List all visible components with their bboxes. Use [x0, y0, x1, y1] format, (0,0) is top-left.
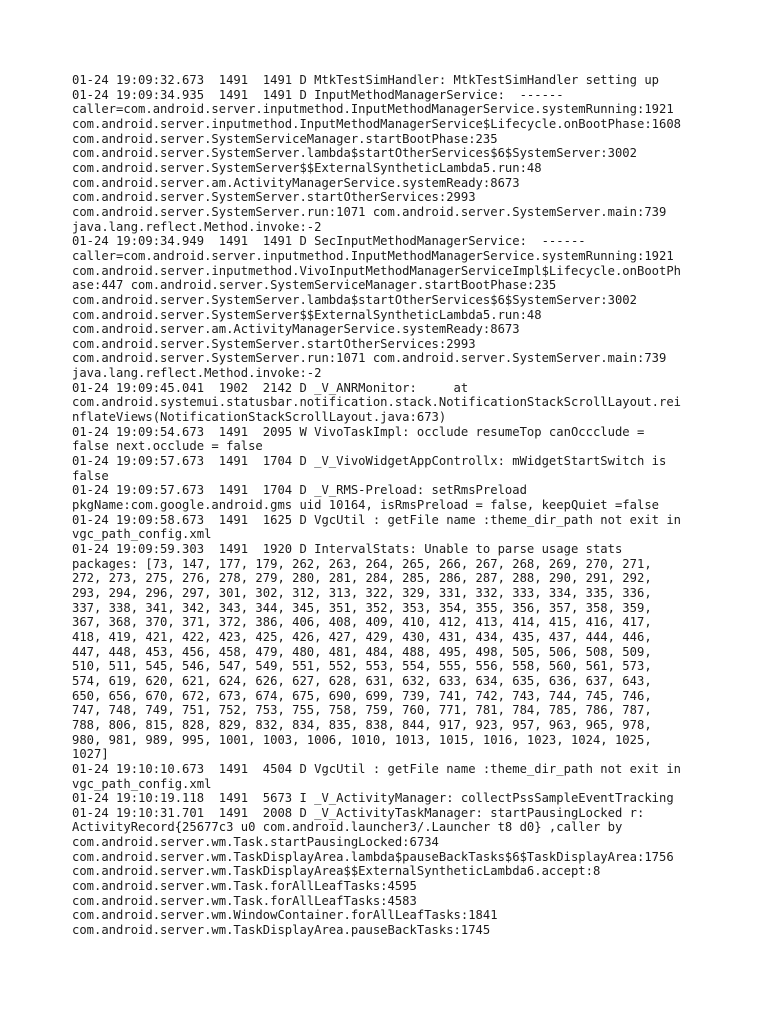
log-line: 337, 338, 341, 342, 343, 344, 345, 351, 352, 353, 354, 355, 356, 357, 358, 359,: [72, 600, 652, 615]
log-line: com.android.server.am.ActivityManagerService.systemReady:8673: [72, 175, 520, 190]
log-line: caller=com.android.server.inputmethod.InputMethodManagerService.systemRunning:1921: [72, 248, 674, 263]
log-line: 367, 368, 370, 371, 372, 386, 406, 408, 409, 410, 412, 413, 414, 415, 416, 417,: [72, 615, 652, 630]
log-line: 01-24 19:09:59.303 1491 1920 D IntervalStats: Unable to parse usage stats: [72, 542, 623, 556]
log-line: java.lang.reflect.Method.invoke:-2: [72, 219, 322, 234]
log-line: com.android.server.wm.TaskDisplayArea.lambda$pauseBackTasks$6$TaskDisplayArea:1756: [72, 849, 674, 864]
log-line: 01-24 19:09:54.673 1491 2095 W VivoTaskImpl: occlude resumeTop canOccclude =: [72, 424, 645, 439]
log-line: 574, 619, 620, 621, 624, 626, 627, 628, 631, 632, 633, 634, 635, 636, 637, 643,: [72, 673, 652, 688]
log-line: 01-24 19:10:10.673 1491 4504 D VgcUtil : getFile name :theme_dir_path not exit in: [72, 761, 682, 776]
log-line: pkgName:com.google.android.gms uid 10164, isRmsPreload = false, keepQuiet =false: [72, 498, 659, 513]
log-line: caller=com.android.server.inputmethod.InputMethodManagerService.systemRunning:1921: [72, 102, 674, 117]
log-line: 01-24 19:09:34.949 1491 1491 D SecInputMethodManagerService: ------: [72, 234, 586, 249]
log-line: ActivityRecord{25677c3 u0 com.android.launcher3/.Launcher t8 d0} ,caller by: [72, 820, 623, 835]
log-line: 747, 748, 749, 751, 752, 753, 755, 758, 759, 760, 771, 781, 784, 785, 786, 787,: [72, 703, 652, 718]
log-line: ase:447 com.android.server.SystemServiceManager.startBootPhase:235: [72, 278, 557, 293]
log-line: 01-24 19:09:58.673 1491 1625 D VgcUtil : getFile name :theme_dir_path not exit in: [72, 512, 682, 527]
log-line: com.android.server.inputmethod.InputMethodManagerService$Lifecycle.onBootPhase:1608: [72, 116, 682, 131]
log-line: com.android.server.SystemServiceManager.startBootPhase:235: [72, 131, 498, 146]
log-line: com.android.server.wm.Task.startPausingLocked:6734: [72, 835, 439, 850]
log-line: com.android.server.SystemServer.lambda$startOtherServices$6$SystemServer:3002: [72, 146, 637, 161]
log-line: 01-24 19:09:57.673 1491 1704 D _V_VivoWidgetAppControllx: mWidgetStartSwitch is: [72, 454, 667, 469]
log-line: 788, 806, 815, 828, 829, 832, 834, 835, 838, 844, 917, 923, 957, 963, 965, 978,: [72, 717, 652, 732]
log-line: com.android.server.wm.TaskDisplayArea$$ExternalSyntheticLambda6.accept:8: [72, 864, 601, 879]
log-line: com.android.server.am.ActivityManagerService.systemReady:8673: [72, 322, 520, 337]
log-line: java.lang.reflect.Method.invoke:-2: [72, 366, 322, 381]
log-line: 1027]: [72, 747, 109, 762]
log-line: 01-24 19:09:45.041 1902 2142 D _V_ANRMonitor: at: [72, 380, 469, 395]
log-line: 447, 448, 453, 456, 458, 479, 480, 481, 484, 488, 495, 498, 505, 506, 508, 509,: [72, 644, 652, 659]
log-line: 510, 511, 545, 546, 547, 549, 551, 552, 553, 554, 555, 556, 558, 560, 561, 573,: [72, 659, 652, 674]
log-line: com.android.server.SystemServer$$ExternalSyntheticLambda5.run:48: [72, 307, 542, 322]
log-line: 01-24 19:10:31.701 1491 2008 D _V_ActivityTaskManager: startPausingLocked r:: [72, 805, 645, 820]
log-line: 980, 981, 989, 995, 1001, 1003, 1006, 1010, 1013, 1015, 1016, 1023, 1024, 1025,: [72, 732, 652, 747]
log-line: com.android.server.SystemServer.startOtherServices:2993: [72, 336, 476, 351]
log-line: com.android.systemui.statusbar.notification.stack.NotificationStackScrollLayout.rei: [72, 395, 682, 410]
log-line: com.android.server.SystemServer.startOtherServices:2993: [72, 190, 476, 205]
log-line: 272, 273, 275, 276, 278, 279, 280, 281, 284, 285, 286, 287, 288, 290, 291, 292,: [72, 571, 652, 586]
log-line: com.android.server.SystemServer$$ExternalSyntheticLambda5.run:48: [72, 160, 542, 175]
log-line: com.android.server.SystemServer.lambda$startOtherServices$6$SystemServer:3002: [72, 292, 637, 307]
log-line: vgc_path_config.xml: [72, 527, 212, 542]
log-line: 650, 656, 670, 672, 673, 674, 675, 690, 699, 739, 741, 742, 743, 744, 745, 746,: [72, 688, 652, 703]
log-line: nflateViews(NotificationStackScrollLayout.java:673): [72, 410, 447, 425]
log-line: com.android.server.SystemServer.run:1071 com.android.server.SystemServer.main:739: [72, 204, 667, 219]
log-line: vgc_path_config.xml: [72, 776, 212, 791]
log-line: packages: [73, 147, 177, 179, 262, 263, 264, 265, 266, 267, 268, 269, 270, 271,: [72, 556, 652, 571]
log-line: 418, 419, 421, 422, 423, 425, 426, 427, 429, 430, 431, 434, 435, 437, 444, 446,: [72, 629, 652, 644]
log-line: com.android.server.wm.WindowContainer.forAllLeafTasks:1841: [72, 908, 498, 923]
log-line: false: [72, 468, 109, 483]
log-line: 01-24 19:10:19.118 1491 5673 I _V_ActivityManager: collectPssSampleEventTracking: [72, 791, 674, 806]
log-line: 01-24 19:09:57.673 1491 1704 D _V_RMS-Preload: setRmsPreload: [72, 483, 527, 498]
log-line: false next.occlude = false: [72, 439, 263, 454]
log-line: 01-24 19:09:32.673 1491 1491 D MtkTestSimHandler: MtkTestSimHandler setting up: [72, 73, 659, 87]
log-line: com.android.server.wm.Task.forAllLeafTasks:4583: [72, 893, 417, 908]
log-line: 01-24 19:09:34.935 1491 1491 D InputMethodManagerService: ------: [72, 87, 564, 102]
log-line: com.android.server.SystemServer.run:1071 com.android.server.SystemServer.main:739: [72, 351, 667, 366]
log-line: com.android.server.wm.Task.forAllLeafTasks:4595: [72, 879, 417, 894]
log-line: com.android.server.inputmethod.VivoInputMethodManagerServiceImpl$Lifecycle.onBootPh: [72, 263, 682, 278]
log-document: [72, 73, 702, 938]
log-line: com.android.server.wm.TaskDisplayArea.pauseBackTasks:1745: [72, 923, 491, 938]
log-line: 293, 294, 296, 297, 301, 302, 312, 313, 322, 329, 331, 332, 333, 334, 335, 336,: [72, 585, 652, 600]
